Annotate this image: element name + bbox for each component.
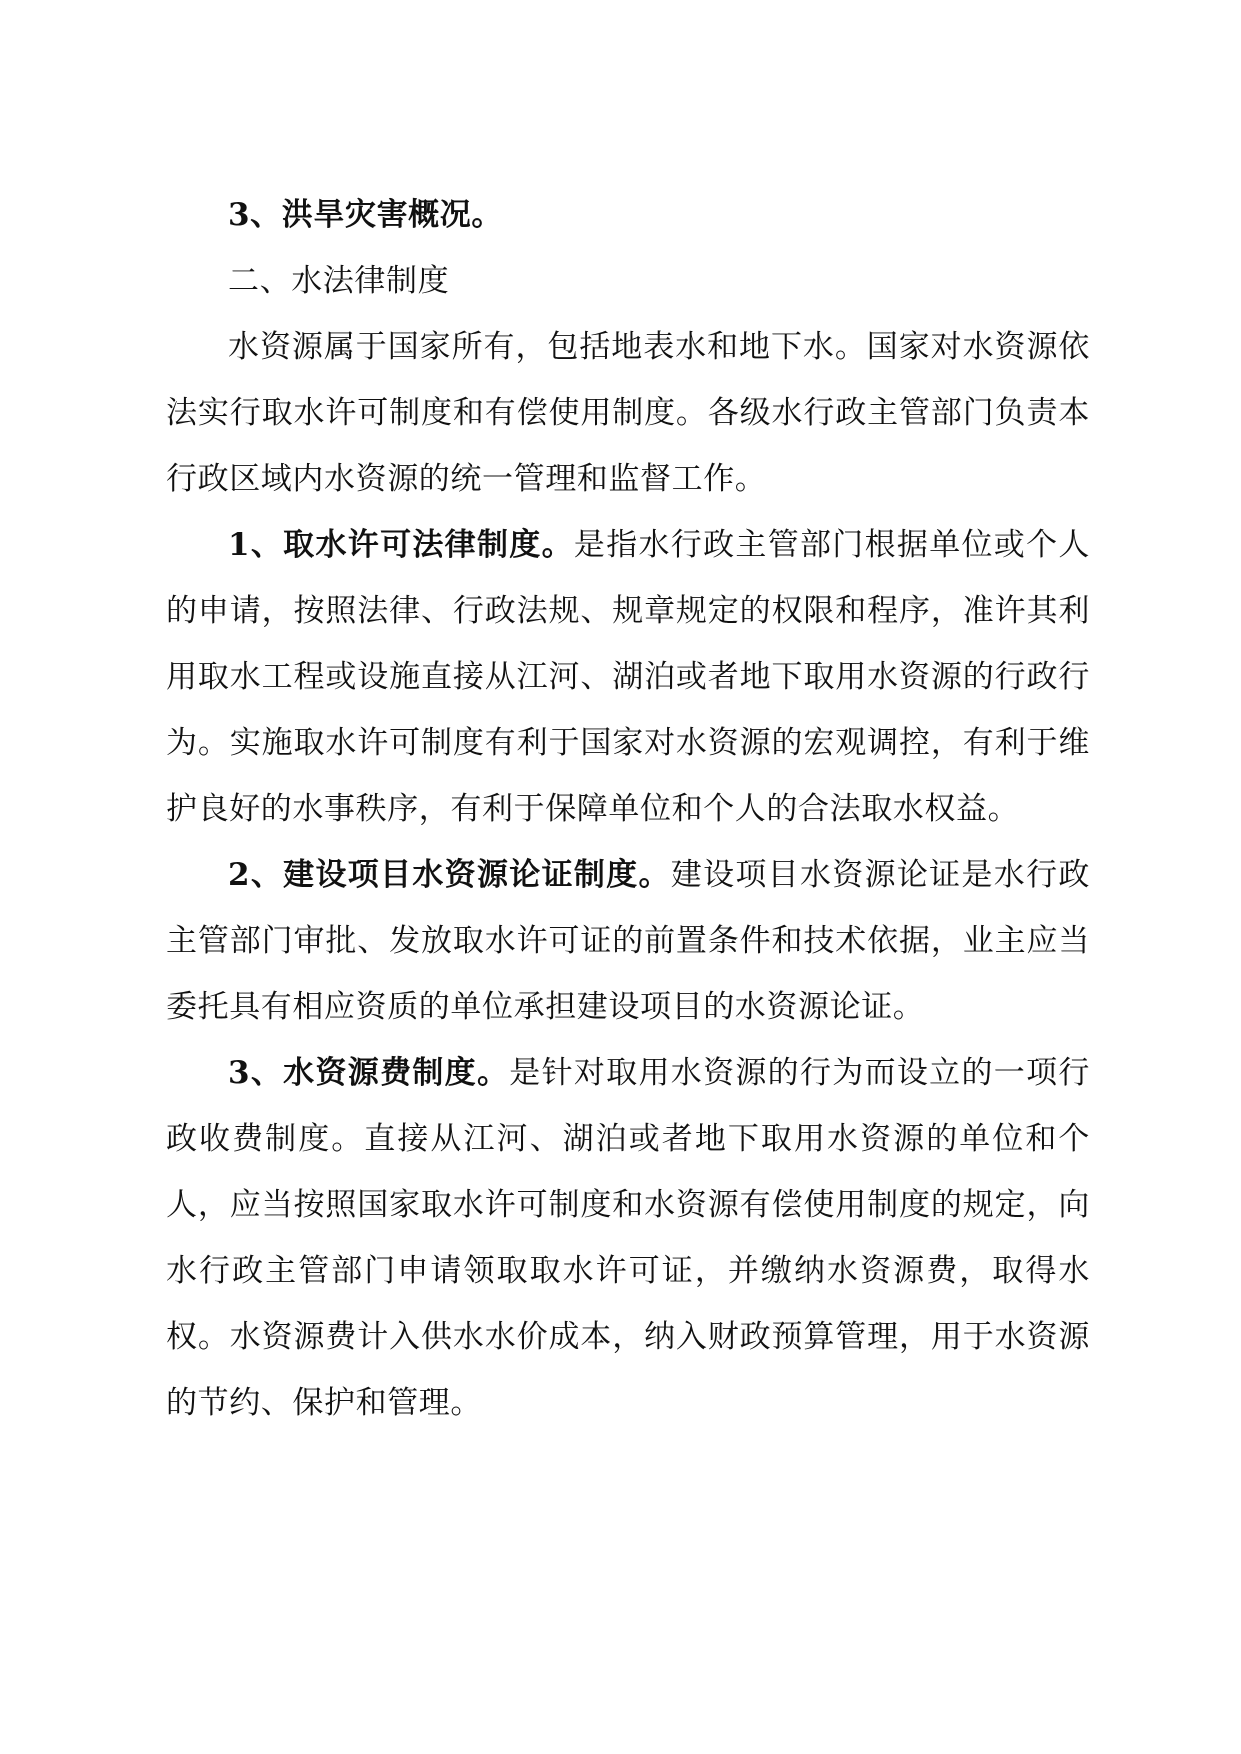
section-heading [166,182,1090,248]
part-heading-text: 二、水法律制度 [228,263,450,299]
item-paragraph [166,512,1090,842]
item-lead: 1、取水许可法律制度。 [228,527,574,563]
item-body: 建设项目水资源论证是水行政主管部门审批、发放取水许可证的前置条件和技术依据，业主应当委托具有相应资质的单位承担建设项目的水资源论证。 [166,857,1090,1025]
document-body [166,182,1090,1436]
part-heading [166,248,1090,314]
section-heading-text: 3、洪旱灾害概况。 [228,197,503,233]
item-lead: 3、水资源费制度。 [228,1055,510,1091]
intro-paragraph [166,314,1090,512]
item-paragraph [166,1040,1090,1436]
item-paragraph [166,842,1090,1040]
intro-paragraph-text: 水资源属于国家所有，包括地表水和地下水。国家对水资源依法实行取水许可制度和有偿使用制度。各级水行政主管部门负责本行政区域内水资源的统一管理和监督工作。 [166,329,1090,497]
item-body: 是指水行政主管部门根据单位或个人的申请，按照法律、行政法规、规章规定的权限和程序，准许其利用取水工程或设施直接从江河、湖泊或者地下取用水资源的行政行为。实施取水许可制度有利于国家对水资源的宏观调控，有利于维护良好的水事秩序，有利于保障单位和个人的合法取水权益。 [166,527,1090,827]
item-body: 是针对取用水资源的行为而设立的一项行政收费制度。直接从江河、湖泊或者地下取用水资源的单位和个人，应当按照国家取水许可制度和水资源有偿使用制度的规定，向水行政主管部门申请领取取水许可证，并缴纳水资源费，取得水权。水资源费计入供水水价成本，纳入财政预算管理，用于水资源的节约、保护和管理。 [166,1055,1090,1421]
item-lead: 2、建设项目水资源论证制度。 [228,857,671,893]
